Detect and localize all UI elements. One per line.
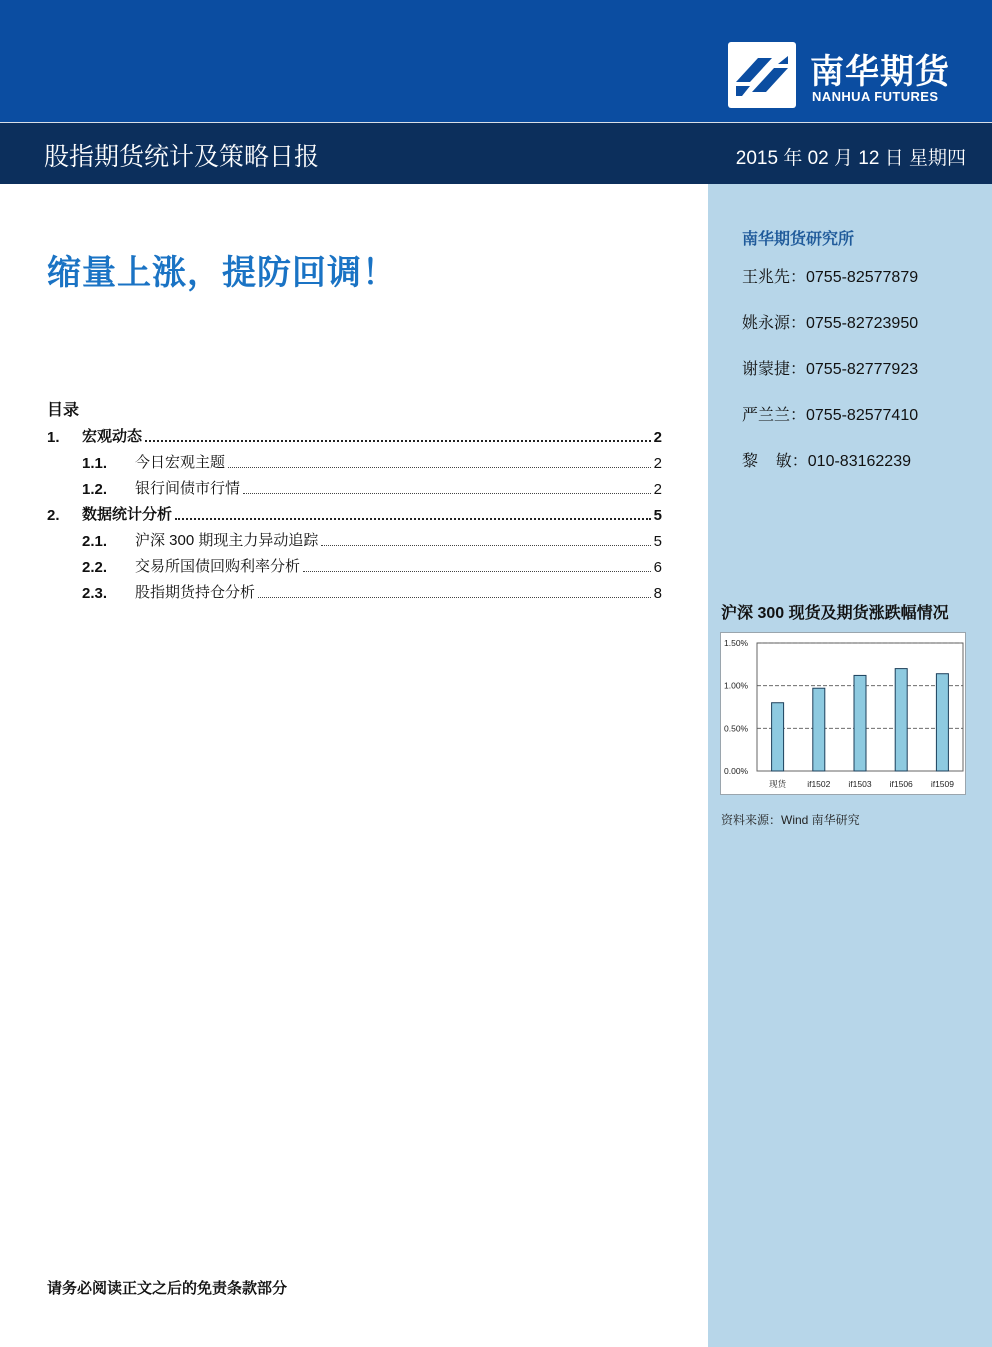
toc-number: 1. (47, 429, 60, 446)
headline: 缩量上涨，提防回调！ (47, 254, 397, 292)
toc-label: 今日宏观主题 (135, 454, 226, 471)
toc-label: 银行间债市行情 (135, 480, 241, 497)
toc-number: 2.1. (82, 533, 108, 550)
chart-source: 资料来源：Wind 南华研究 (721, 813, 860, 827)
toc-leader (145, 440, 651, 442)
toc-entry[interactable] (47, 446, 662, 472)
toc-entry[interactable] (47, 524, 662, 550)
y-tick-label: 0.00% (724, 766, 749, 776)
report-date: 2015 年 02 月 12 日 星期四 (735, 148, 966, 169)
x-tick-label: if1502 (807, 779, 831, 789)
toc-leader (243, 493, 651, 494)
toc-label: 沪深 300 期现主力异动追踪 (135, 532, 319, 549)
toc-label: 数据统计分析 (82, 506, 173, 523)
toc-heading: 目录 (47, 402, 80, 419)
contact-item: 严兰兰：0755-82577410 (742, 407, 919, 424)
toc-leader (258, 597, 651, 598)
logo-chinese-name: 南华期货 (810, 53, 950, 91)
toc-number: 2.2. (82, 559, 108, 576)
bar (854, 675, 866, 771)
chart-container (720, 632, 966, 795)
header-band (0, 0, 992, 122)
toc-number: 1.1. (82, 455, 108, 472)
toc-entry[interactable] (47, 498, 662, 524)
x-tick-label: if1509 (930, 779, 954, 789)
toc-number: 2.3. (82, 585, 108, 602)
chart-title: 沪深 300 现货及期货涨跌幅情况 (721, 605, 949, 622)
bar (895, 669, 907, 771)
y-tick-label: 0.50% (724, 723, 749, 734)
toc-entry[interactable] (47, 576, 662, 602)
report-title: 股指期货统计及策略日报 (44, 143, 320, 171)
table-of-contents (47, 420, 662, 602)
nanhua-logo (728, 42, 968, 110)
toc-label: 股指期货持仓分析 (135, 584, 256, 601)
y-tick-label: 1.00% (724, 680, 749, 691)
toc-page-number: 5 (653, 507, 662, 524)
bar (813, 688, 825, 771)
toc-label: 交易所国债回购利率分析 (135, 558, 301, 575)
bar (936, 674, 948, 771)
toc-entry[interactable] (47, 472, 662, 498)
x-tick-label: if1503 (848, 779, 872, 789)
toc-page-number: 5 (653, 533, 662, 550)
title-bar (0, 122, 992, 184)
research-institute-heading: 南华期货研究所 (742, 231, 855, 248)
toc-label: 宏观动态 (82, 428, 143, 445)
toc-leader (303, 571, 651, 572)
contact-item: 黎 敏：010-83162239 (742, 453, 911, 470)
contact-item: 姚永源：0755-82723950 (742, 315, 919, 332)
x-tick-label: if1506 (889, 779, 913, 789)
contact-item: 王兆先：0755-82577879 (742, 269, 919, 286)
toc-leader (321, 545, 650, 546)
contact-item: 谢蒙捷：0755-82777923 (742, 361, 919, 378)
toc-page-number: 6 (653, 559, 662, 576)
toc-page-number: 2 (653, 429, 662, 446)
nanhua-logo-icon (728, 42, 796, 108)
toc-page-number: 2 (653, 455, 662, 472)
toc-entry[interactable] (47, 420, 662, 446)
toc-number: 2. (47, 507, 60, 524)
toc-number: 1.2. (82, 481, 108, 498)
x-tick-label: 现货 (769, 779, 787, 789)
toc-entry[interactable] (47, 550, 662, 576)
bar-chart (721, 633, 965, 794)
toc-leader (228, 467, 651, 468)
toc-page-number: 2 (653, 481, 662, 498)
toc-page-number: 8 (653, 585, 662, 602)
contact-list (742, 264, 918, 494)
disclaimer: 请务必阅读正文之后的免责条款部分 (47, 1280, 288, 1297)
bar (772, 703, 784, 771)
y-tick-label: 1.50% (724, 638, 749, 648)
logo-english-name: NANHUA FUTURES (812, 89, 939, 104)
toc-leader (175, 518, 651, 520)
